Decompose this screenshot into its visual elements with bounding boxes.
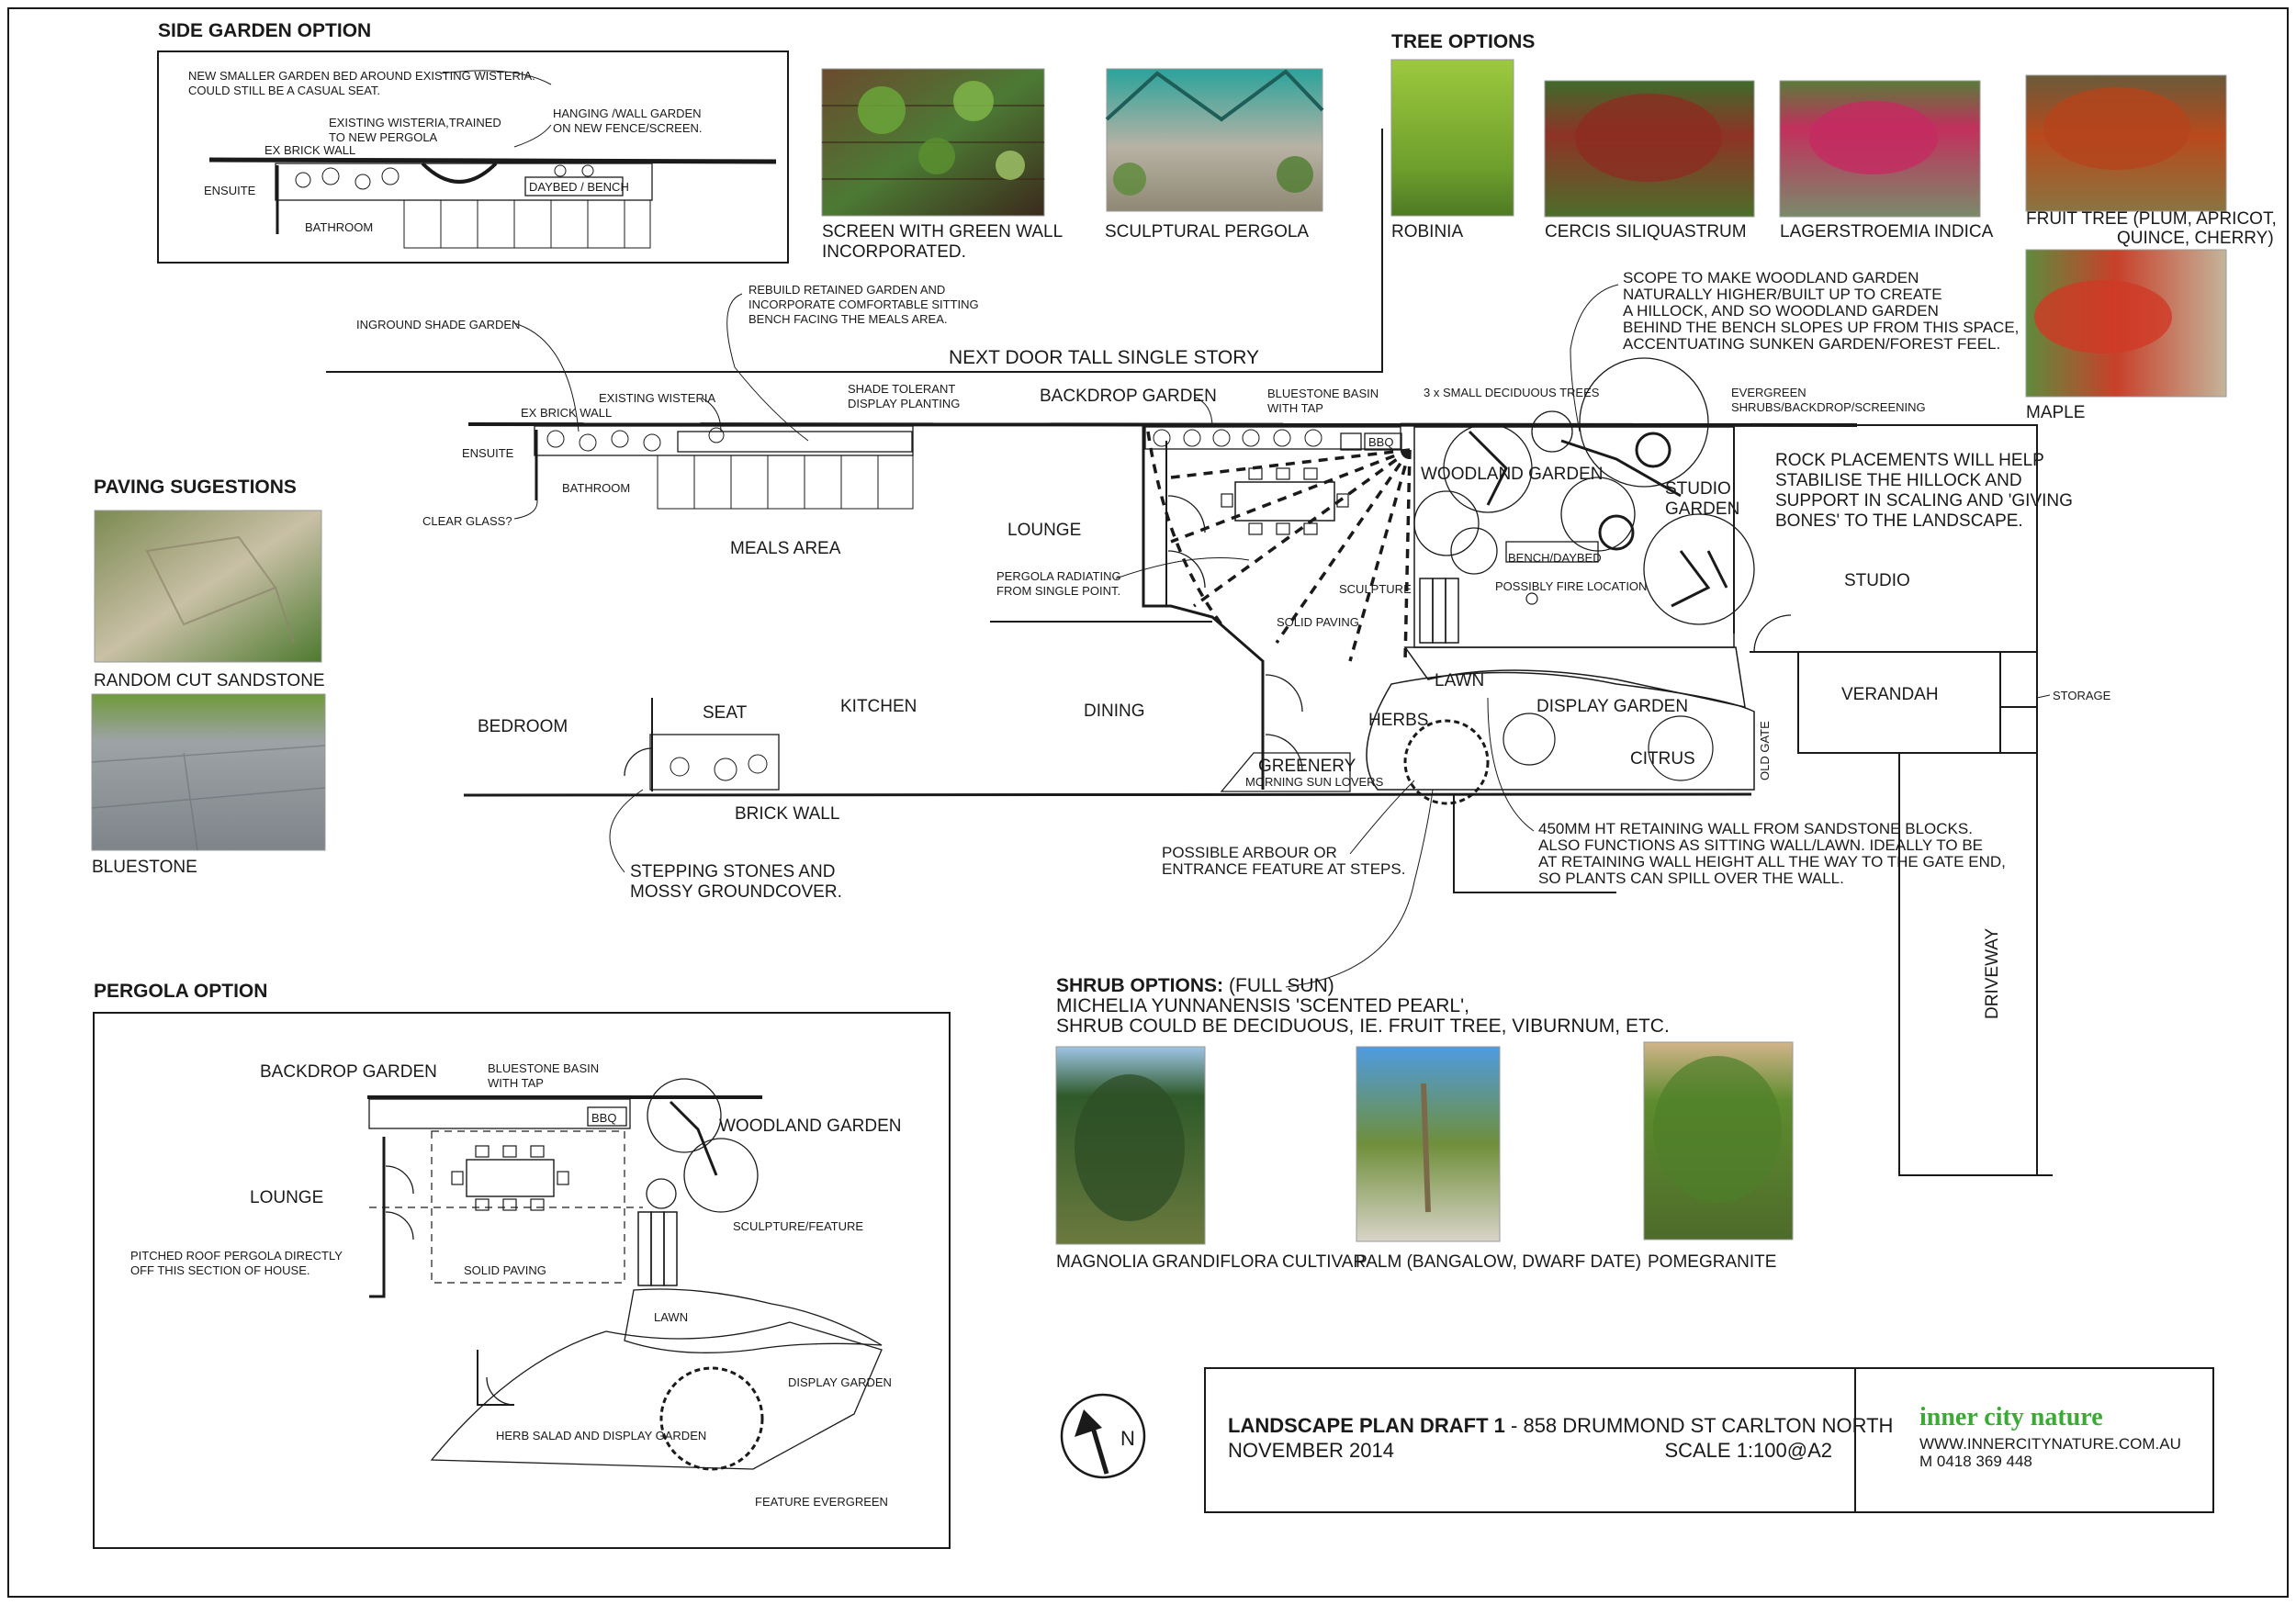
scope-note-3: A HILLOCK, AND SO WOODLAND GARDEN xyxy=(1623,302,1939,320)
plan-seat-plants xyxy=(670,755,767,780)
clear-glass-leader xyxy=(514,496,537,519)
shrub-heading-line xyxy=(1056,975,1334,996)
shade-tolerant-1: SHADE TOLERANT xyxy=(848,382,956,396)
pergola-solid-paving: SOLID PAVING xyxy=(464,1263,546,1277)
caption-sandstone: RANDOM CUT SANDSTONE xyxy=(94,671,325,690)
plan-dining-table xyxy=(1235,482,1334,521)
plan-studio: STUDIO xyxy=(1844,571,1910,590)
north-arrow-label: N xyxy=(1120,1427,1135,1450)
rebuild-note-1: REBUILD RETAINED GARDEN AND xyxy=(748,283,946,297)
plan-driveway-east xyxy=(2000,707,2037,1175)
pergola-woodland: WOODLAND GARDEN xyxy=(719,1117,902,1136)
caption-robinia: ROBINIA xyxy=(1391,222,1464,241)
arbour-note-1: POSSIBLE ARBOUR OR xyxy=(1162,844,1337,861)
plan-seat-bed xyxy=(650,735,779,790)
title-block xyxy=(1205,1368,2213,1512)
pergola-backdrop: BACKDROP GARDEN xyxy=(260,1062,437,1082)
side-garden-ensuite: ENSUITE xyxy=(204,184,256,197)
caption-pomegranite: POMEGRANITE xyxy=(1648,1252,1777,1272)
side-garden-paving-grid xyxy=(404,200,650,248)
sheet-border xyxy=(8,8,2288,1597)
inground-label: INGROUND SHADE GARDEN xyxy=(356,318,521,331)
plan-morning-sun: MORNING SUN LOVERS xyxy=(1245,775,1384,789)
scope-note-4: BEHIND THE BENCH SLOPES UP FROM THIS SPACE, xyxy=(1623,319,2020,336)
plan-woodland-garden: WOODLAND GARDEN xyxy=(1421,465,1604,484)
caption-lagerstroemia: LAGERSTROEMIA INDICA xyxy=(1780,222,1994,241)
title-date: NOVEMBER 2014 xyxy=(1228,1439,1394,1462)
side-garden-note-wisteria-2: TO NEW PERGOLA xyxy=(329,130,438,144)
caption-palm: PALM (BANGALOW, DWARF DATE) xyxy=(1356,1252,1642,1272)
plan-dining-door-1 xyxy=(1266,675,1302,712)
rock-note-4: BONES' TO THE LANDSCAPE. xyxy=(1775,511,2023,531)
photo-sculptural-pergola xyxy=(1105,69,1322,241)
shrub-options xyxy=(1056,975,1793,1272)
retaining-note-4: SO PLANTS CAN SPILL OVER THE WALL. xyxy=(1538,870,1844,887)
plan-bedroom-door xyxy=(625,748,652,776)
caption-cercis: CERCIS SILIQUASTRUM xyxy=(1545,222,1747,241)
rebuild-note-3: BENCH FACING THE MEALS AREA. xyxy=(748,312,948,326)
scope-note-1: SCOPE TO MAKE WOODLAND GARDEN xyxy=(1623,269,1919,286)
stepping-note-1: STEPPING STONES AND xyxy=(630,862,836,881)
plan-basin xyxy=(1341,433,1361,450)
retaining-note-1: 450MM HT RETAINING WALL FROM SANDSTONE BLOCKS. xyxy=(1538,820,1973,837)
pergola-option-frame xyxy=(94,1013,950,1548)
retaining-note-3: AT RETAINING WALL HEIGHT ALL THE WAY TO THE GATE END, xyxy=(1538,853,2006,870)
pergola-radiating-leader xyxy=(1116,558,1249,579)
plan-lounge: LOUNGE xyxy=(1007,521,1082,540)
side-garden-note-hanging-2: ON NEW FENCE/SCREEN. xyxy=(553,121,703,135)
pergola-steps xyxy=(638,1212,677,1285)
side-garden-note-hanging-1: HANGING /WALL GARDEN xyxy=(553,107,702,120)
pergola-chairs xyxy=(452,1146,568,1210)
plan-bench-daybed-label: BENCH/DAYBED xyxy=(1508,551,1602,565)
paving-heading: PAVING SUGESTIONS xyxy=(94,477,297,498)
north-arrow xyxy=(1062,1395,1144,1477)
pergola-sculpture: SCULPTURE/FEATURE xyxy=(733,1219,864,1233)
side-garden-heading: SIDE GARDEN OPTION xyxy=(158,20,372,41)
storage-leader xyxy=(2037,695,2050,698)
photo-bluestone xyxy=(92,694,325,850)
paving-suggestions xyxy=(92,477,325,877)
plan-brick-wall: BRICK WALL xyxy=(735,804,840,824)
scope-note-2: NATURALLY HIGHER/BUILT UP TO CREATE xyxy=(1623,286,1942,303)
title-line xyxy=(1228,1414,1893,1437)
brand-name: inner city nature xyxy=(1919,1403,2103,1431)
rock-note-2: STABILISE THE HILLOCK AND xyxy=(1775,471,2022,490)
side-garden-note-seat: COULD STILL BE A CASUAL SEAT. xyxy=(188,84,381,97)
pergola-display: DISPLAY GARDEN xyxy=(788,1375,892,1389)
plan-clear-glass: CLEAR GLASS? xyxy=(422,514,512,528)
plan-fire-pit xyxy=(1526,593,1537,604)
shrub-line-3: SHRUB COULD BE DECIDUOUS, IE. FRUIT TREE, VIBURNUM, ETC. xyxy=(1056,1016,1670,1037)
pergola-radiating-1: PERGOLA RADIATING xyxy=(996,569,1121,583)
plan-lawn-label: LAWN xyxy=(1435,671,1485,690)
pergola-lounge: LOUNGE xyxy=(250,1188,324,1207)
title-bold: LANDSCAPE PLAN DRAFT 1 xyxy=(1228,1414,1505,1437)
side-garden-daybed-label: DAYBED / BENCH xyxy=(529,180,629,194)
pergola-bbq-label: BBQ xyxy=(591,1111,617,1125)
photo-green-wall xyxy=(822,69,1063,262)
photo-sculptural-pergola-caption: SCULPTURAL PERGOLA xyxy=(1105,222,1310,241)
caption-maple: MAPLE xyxy=(2026,403,2086,422)
next-door-label: NEXT DOOR TALL SINGLE STORY xyxy=(949,347,1260,368)
pergola-arbour-edge xyxy=(478,1350,514,1405)
plan-studio-door xyxy=(1754,615,1791,652)
plan-herbs: HERBS xyxy=(1368,711,1429,730)
plan-north-boundary xyxy=(468,424,1857,425)
pergola-door-2 xyxy=(386,1212,413,1240)
plan-bluestone-basin-1: BLUESTONE BASIN xyxy=(1267,387,1379,400)
pergola-table xyxy=(467,1160,554,1196)
tree-options xyxy=(1391,31,2277,422)
tree-options-heading: TREE OPTIONS xyxy=(1391,31,1536,52)
pergola-radiating-2: FROM SINGLE POINT. xyxy=(996,584,1121,598)
plan-bbq-label: BBQ xyxy=(1368,435,1394,449)
side-garden-note-wisteria-1: EXISTING WISTERIA,TRAINED xyxy=(329,116,501,129)
pergola-door-1 xyxy=(386,1166,413,1194)
plan-woodland-area xyxy=(1414,427,1734,647)
scope-leader xyxy=(1570,285,1618,432)
side-garden-option xyxy=(158,20,788,263)
shrub-heading: SHRUB OPTIONS: xyxy=(1056,975,1224,996)
plan-greenery: GREENERY xyxy=(1258,757,1356,776)
plan-old-gate: OLD GATE xyxy=(1758,721,1772,780)
shade-tolerant-2: DISPLAY PLANTING xyxy=(848,397,961,410)
caption-fruit-2: QUINCE, CHERRY) xyxy=(2117,229,2274,248)
scope-note-5: ACCENTUATING SUNKEN GARDEN/FOREST FEEL. xyxy=(1623,335,2001,353)
plan-south-brick-wall xyxy=(464,794,1751,795)
stepping-leader xyxy=(610,790,643,872)
plan-lounge-door-1 xyxy=(1168,496,1205,533)
brand-phone: M 0418 369 448 xyxy=(1919,1453,2032,1470)
plan-driveway: DRIVEWAY xyxy=(1983,927,2002,1019)
pergola-basin-2: WITH TAP xyxy=(488,1076,544,1090)
plan-lounge-door-2 xyxy=(1168,551,1205,588)
retaining-note-2: ALSO FUNCTIONS AS SITTING WALL/LAWN. IDEALLY TO BE xyxy=(1538,836,1983,854)
plan-meals-area: MEALS AREA xyxy=(730,539,841,558)
stepping-note-2: MOSSY GROUNDCOVER. xyxy=(630,882,842,902)
plan-dining: DINING xyxy=(1084,701,1145,721)
side-garden-ex-brick-wall: EX BRICK WALL xyxy=(264,143,356,157)
rock-note-1: ROCK PLACEMENTS WILL HELP xyxy=(1775,451,2044,470)
plan-sculpture: SCULPTURE xyxy=(1339,582,1412,596)
side-garden-leader-2 xyxy=(514,125,551,147)
shrub-heading-suffix: (FULL SUN) xyxy=(1229,975,1334,996)
plan-backdrop-garden: BACKDROP GARDEN xyxy=(1040,387,1217,406)
side-garden-wisteria-arc xyxy=(422,163,496,182)
pergola-house-wall xyxy=(369,1137,384,1296)
plan-driveway-west xyxy=(1899,753,2053,1175)
caption-fruit-1: FRUIT TREE (PLUM, APRICOT, xyxy=(2026,209,2277,229)
plan-bluestone-basin-2: WITH TAP xyxy=(1267,401,1323,415)
pergola-pitched-2: OFF THIS SECTION OF HOUSE. xyxy=(130,1263,310,1277)
plan-storage xyxy=(2000,652,2037,753)
title-scale: SCALE 1:100@A2 xyxy=(1664,1439,1832,1462)
existing-wisteria-label: EXISTING WISTERIA xyxy=(599,391,716,405)
plan-retained-garden xyxy=(535,426,913,455)
plan-studio-garden-2: GARDEN xyxy=(1665,499,1740,519)
pergola-lawn: LAWN xyxy=(654,1310,689,1324)
plan-solid-paving: SOLID PAVING xyxy=(1277,615,1359,629)
pergola-feature: FEATURE EVERGREEN xyxy=(755,1495,888,1509)
plan-ex-brick-wall: EX BRICK WALL xyxy=(521,406,613,420)
plan-three-trees: 3 x SMALL DECIDUOUS TREES xyxy=(1424,386,1600,399)
pergola-pitched-1: PITCHED ROOF PERGOLA DIRECTLY xyxy=(130,1249,343,1263)
side-garden-bathroom: BATHROOM xyxy=(305,220,374,234)
plan-dining-chairs xyxy=(1221,468,1348,534)
plan-seat: SEAT xyxy=(703,703,748,723)
rock-note-3: SUPPORT IN SCALING AND 'GIVING xyxy=(1775,491,2073,511)
title-rest: - 858 DRUMMOND ST CARLTON NORTH xyxy=(1504,1414,1894,1437)
plan-studio-garden-1: STUDIO xyxy=(1665,479,1731,499)
pergola-option-heading: PERGOLA OPTION xyxy=(94,981,268,1002)
shrub-leader xyxy=(1286,790,1433,987)
plan-ensuite: ENSUITE xyxy=(462,446,514,460)
caption-magnolia: MAGNOLIA GRANDIFLORA CULTIVAR xyxy=(1056,1252,1367,1272)
plan-citrus: CITRUS xyxy=(1630,749,1695,769)
plan-bedroom: BEDROOM xyxy=(478,717,568,736)
photo-green-wall-caption-2: INCORPORATED. xyxy=(822,242,966,262)
caption-bluestone: BLUESTONE xyxy=(92,858,197,877)
plan-fire-location: POSSIBLY FIRE LOCATION xyxy=(1495,579,1648,593)
plan-meals-paving xyxy=(658,455,913,509)
pergola-feature-evergreen xyxy=(661,1368,762,1469)
rebuild-note-2: INCORPORATE COMFORTABLE SITTING xyxy=(748,297,979,311)
photo-green-wall-caption-1: SCREEN WITH GREEN WALL xyxy=(822,222,1064,241)
brand-website: WWW.INNERCITYNATURE.COM.AU xyxy=(1919,1435,2181,1453)
pergola-basin-1: BLUESTONE BASIN xyxy=(488,1061,600,1075)
photo-sandstone xyxy=(95,511,321,662)
plan-steps xyxy=(1420,578,1458,643)
plan-storage-label: STORAGE xyxy=(2053,689,2111,702)
shrub-line-2: MICHELIA YUNNANENSIS 'SCENTED PEARL', xyxy=(1056,995,1469,1016)
plan-display-bed xyxy=(1367,673,1754,791)
side-garden-wall xyxy=(209,160,776,162)
plan-bathroom: BATHROOM xyxy=(562,481,631,495)
arbour-leader xyxy=(1350,780,1414,854)
side-garden-note-bed: NEW SMALLER GARDEN BED AROUND EXISTING WISTERIA. xyxy=(188,69,535,83)
plan-backdrop-plants xyxy=(1154,430,1322,446)
plan-house-east-wall xyxy=(1143,425,1263,790)
plan-verandah-label: VERANDAH xyxy=(1841,685,1939,704)
pergola-herb: HERB SALAD AND DISPLAY GARDEN xyxy=(496,1429,707,1442)
plan-evergreen-2: SHRUBS/BACKDROP/SCREENING xyxy=(1731,400,1926,414)
plan-display-garden: DISPLAY GARDEN xyxy=(1536,697,1689,716)
arbour-note-2: ENTRANCE FEATURE AT STEPS. xyxy=(1162,860,1406,878)
plan-evergreen-1: EVERGREEN xyxy=(1731,386,1806,399)
photo-robinia xyxy=(1391,60,1514,216)
pergola-option xyxy=(94,981,950,1548)
plan-kitchen: KITCHEN xyxy=(840,697,917,716)
